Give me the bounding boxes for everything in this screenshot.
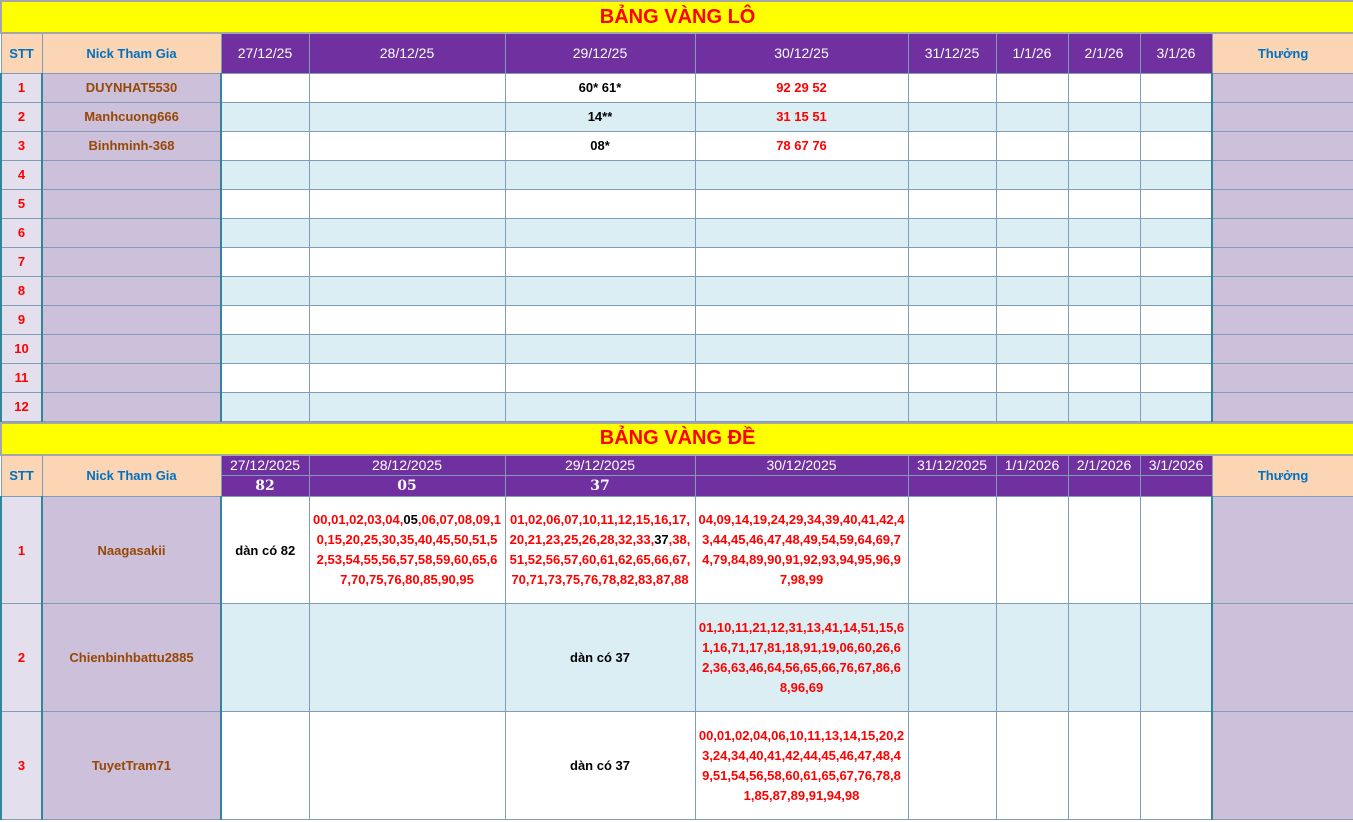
de-row-nick: Naagasakii [42,497,221,604]
lo-cell [695,276,908,305]
lo-row-reward [1212,73,1353,102]
lo-cell [1068,102,1140,131]
de-numbers-text: ,38,51,52,56,57,60,61,62,65,66,67,70,71,73,75,76,78,82,83,87,88 [509,532,691,587]
de-cell-numbers: 01,10,11,21,12,31,13,41,14,51,15,61,16,71,17,81,18,91,19,06,60,26,62,36,63,46,64,56,65,66,76,67,86,68,96,69 [695,604,908,712]
lo-cell [221,276,309,305]
lo-cell [309,218,505,247]
de-header-stt: STT [1,455,42,497]
de-header-date: 30/12/2025 [695,455,908,476]
lo-cell [1140,218,1212,247]
lo-row [1,247,1353,276]
lo-cell [996,276,1068,305]
lo-row-nick [42,363,221,392]
lo-cell [1068,392,1140,421]
lo-header-reward: Thưởng [1212,33,1353,73]
lo-cell [221,247,309,276]
de-table [0,422,1353,821]
lo-cell [1068,334,1140,363]
lo-cell [1140,131,1212,160]
lo-cell [996,218,1068,247]
de-header-date: 31/12/2025 [908,455,996,476]
lo-row [1,160,1353,189]
lo-row-nick: DUYNHAT5530 [42,73,221,102]
lo-cell [1140,102,1212,131]
lo-cell [221,102,309,131]
de-result: 37 [505,476,695,497]
de-cell [221,712,309,820]
lo-cell [695,305,908,334]
lo-cell [1140,160,1212,189]
lo-cell [221,73,309,102]
lo-cell [996,247,1068,276]
lo-row-reward [1212,305,1353,334]
lo-row-stt: 3 [1,131,42,160]
lo-row-nick [42,160,221,189]
lo-row [1,392,1353,421]
lo-cell [908,160,996,189]
lo-cell [908,189,996,218]
lo-cell [996,334,1068,363]
lo-header-date: 30/12/25 [695,33,908,73]
lo-cell [505,160,695,189]
lo-row-reward [1212,160,1353,189]
lo-cell [996,102,1068,131]
lo-row-reward [1212,189,1353,218]
lo-row-nick [42,334,221,363]
de-cell [908,497,996,604]
lo-row [1,305,1353,334]
de-row [1,604,1353,712]
lo-cell [505,247,695,276]
de-cell [1068,712,1140,820]
de-header-date: 3/1/2026 [1140,455,1212,476]
de-header-date: 27/12/2025 [221,455,309,476]
lo-cell [695,160,908,189]
de-cell [996,712,1068,820]
lo-row-stt: 9 [1,305,42,334]
lo-row [1,218,1353,247]
lo-cell [309,160,505,189]
lo-cell [309,102,505,131]
lo-cell [221,334,309,363]
de-cell [908,712,996,820]
lo-row-reward [1212,247,1353,276]
lo-row-nick [42,305,221,334]
de-row [1,497,1353,604]
lo-cell [695,363,908,392]
lo-row-nick [42,247,221,276]
lo-row-nick [42,189,221,218]
de-row-reward [1212,497,1353,604]
de-title: BẢNG VÀNG ĐỀ [1,423,1353,455]
lo-header-date: 29/12/25 [505,33,695,73]
lo-cell-pick: 60* 61* [505,73,695,102]
lo-cell [309,363,505,392]
lo-row-stt: 4 [1,160,42,189]
de-result: 05 [309,476,505,497]
de-cell [1068,497,1140,604]
lo-row-stt: 5 [1,189,42,218]
lo-row-reward [1212,276,1353,305]
lo-cell [309,131,505,160]
de-result [1068,476,1140,497]
lo-row-stt: 7 [1,247,42,276]
lo-row-reward [1212,131,1353,160]
lo-row-nick [42,276,221,305]
lo-cell [1068,305,1140,334]
de-numbers-hit: 37 [654,532,669,547]
lo-cell [996,73,1068,102]
de-header-reward: Thưởng [1212,455,1353,497]
lo-cell [1140,392,1212,421]
lo-cell [908,334,996,363]
lo-cell [1068,160,1140,189]
lo-row [1,276,1353,305]
de-row-reward [1212,604,1353,712]
de-cell [221,604,309,712]
lo-cell [996,131,1068,160]
de-result: 82 [221,476,309,497]
lo-cell [908,131,996,160]
lo-row-reward [1212,392,1353,421]
lo-cell [996,392,1068,421]
lo-cell [309,392,505,421]
lo-header-date: 1/1/26 [996,33,1068,73]
lo-cell [309,73,505,102]
de-cell [309,712,505,820]
lo-cell [695,247,908,276]
lo-row-stt: 2 [1,102,42,131]
lo-cell [996,363,1068,392]
lo-cell [908,392,996,421]
lo-row-reward [1212,334,1353,363]
lo-row-reward [1212,363,1353,392]
de-row-reward [1212,712,1353,820]
de-cell [1068,604,1140,712]
lo-cell [695,189,908,218]
lo-cell [1068,276,1140,305]
lo-row-reward [1212,102,1353,131]
lo-row [1,334,1353,363]
de-cell [996,497,1068,604]
lo-row-stt: 8 [1,276,42,305]
lo-cell [1140,73,1212,102]
de-header-nick: Nick Tham Gia [42,455,221,497]
lo-cell [1068,218,1140,247]
lo-cell [309,276,505,305]
lo-row-stt: 12 [1,392,42,421]
lo-cell [996,160,1068,189]
lo-row-stt: 11 [1,363,42,392]
lo-cell [996,189,1068,218]
de-row [1,712,1353,820]
lo-cell [1068,73,1140,102]
de-row-stt: 3 [1,712,42,820]
lo-cell [1140,305,1212,334]
lo-cell [1140,276,1212,305]
de-numbers-hit: 05 [403,512,418,527]
lo-cell [1068,247,1140,276]
lo-header-date: 2/1/26 [1068,33,1140,73]
lo-cell [695,392,908,421]
lo-row-stt: 1 [1,73,42,102]
de-cell [1140,604,1212,712]
lo-header-date: 27/12/25 [221,33,309,73]
lo-cell [221,218,309,247]
lo-header-nick: Nick Tham Gia [42,33,221,73]
lo-cell [505,363,695,392]
lo-cell [908,276,996,305]
de-header-date: 28/12/2025 [309,455,505,476]
de-cell [1140,497,1212,604]
lo-cell [1140,334,1212,363]
lo-cell [1140,189,1212,218]
lo-row [1,73,1353,102]
lo-cell [221,305,309,334]
lo-cell [908,247,996,276]
lo-cell [309,305,505,334]
de-numbers-text: ,06,07,08,09,10,15,20,25,30,35,40,45,50,51,52,53,54,55,56,57,58,59,60,65,67,70,75,76,80,85,90,95 [316,512,501,587]
lo-header-date: 31/12/25 [908,33,996,73]
lo-cell [309,189,505,218]
lo-cell-pick: 92 29 52 [695,73,908,102]
lo-header-date: 3/1/26 [1140,33,1212,73]
de-header-date: 1/1/2026 [996,455,1068,476]
lo-cell [221,363,309,392]
de-result [695,476,908,497]
lo-row-nick: Manhcuong666 [42,102,221,131]
lo-cell [1068,189,1140,218]
lo-cell [908,218,996,247]
lo-row [1,363,1353,392]
lo-row [1,131,1353,160]
lo-cell [505,392,695,421]
lo-row-nick [42,392,221,421]
lo-cell [908,363,996,392]
lo-cell [221,392,309,421]
lo-cell-pick: 08* [505,131,695,160]
de-row-stt: 2 [1,604,42,712]
de-cell-pick: dàn có 37 [505,712,695,820]
lo-row-stt: 10 [1,334,42,363]
de-cell-pick: dàn có 82 [221,497,309,604]
de-cell [309,604,505,712]
de-result [996,476,1068,497]
de-cell [996,604,1068,712]
lo-header-date: 28/12/25 [309,33,505,73]
de-result [908,476,996,497]
de-cell-numbers [505,497,695,604]
lo-cell [309,247,505,276]
de-numbers-text: 00,01,02,03,04, [313,512,404,527]
lo-row [1,102,1353,131]
lo-row-nick: Binhminh-368 [42,131,221,160]
lo-cell [1068,131,1140,160]
lo-cell [309,334,505,363]
lo-cell [908,73,996,102]
lo-cell [505,218,695,247]
lo-cell [221,131,309,160]
de-header-date: 2/1/2026 [1068,455,1140,476]
lo-cell [1140,247,1212,276]
lo-cell [908,305,996,334]
de-cell-pick: dàn có 37 [505,604,695,712]
de-cell-numbers: 00,01,02,04,06,10,11,13,14,15,20,23,24,34,40,41,42,44,45,46,47,48,49,51,54,56,58,60,61,65,67,76,78,81,85,87,89,91,94,98 [695,712,908,820]
de-cell-numbers [309,497,505,604]
de-header-date: 29/12/2025 [505,455,695,476]
lo-cell-pick: 78 67 76 [695,131,908,160]
de-result [1140,476,1212,497]
lo-cell [221,189,309,218]
lo-cell [221,160,309,189]
lo-row-nick [42,218,221,247]
lo-cell [1140,363,1212,392]
de-cell [1140,712,1212,820]
lo-row-reward [1212,218,1353,247]
lo-cell [695,334,908,363]
lo-row [1,189,1353,218]
de-cell [908,604,996,712]
lo-cell [908,102,996,131]
lo-row-stt: 6 [1,218,42,247]
lo-cell-pick: 31 15 51 [695,102,908,131]
lo-cell [505,334,695,363]
de-numbers-text: 01,02,06,07,10,11,12,15,16,17,20,21,23,25,26,28,32,33, [509,512,690,547]
lo-cell [996,305,1068,334]
lo-cell [505,305,695,334]
lo-cell [695,218,908,247]
lo-cell-pick: 14** [505,102,695,131]
lo-header-stt: STT [1,33,42,73]
de-cell-numbers: 04,09,14,19,24,29,34,39,40,41,42,43,44,45,46,47,48,49,54,59,64,69,74,79,84,89,90,91,92,93,94,95,96,97,98,99 [695,497,908,604]
de-row-nick: TuyetTram71 [42,712,221,820]
lo-cell [505,276,695,305]
lo-cell [505,189,695,218]
lo-title: BẢNG VÀNG LÔ [1,1,1353,33]
de-row-stt: 1 [1,497,42,604]
lo-cell [1068,363,1140,392]
de-row-nick: Chienbinhbattu2885 [42,604,221,712]
